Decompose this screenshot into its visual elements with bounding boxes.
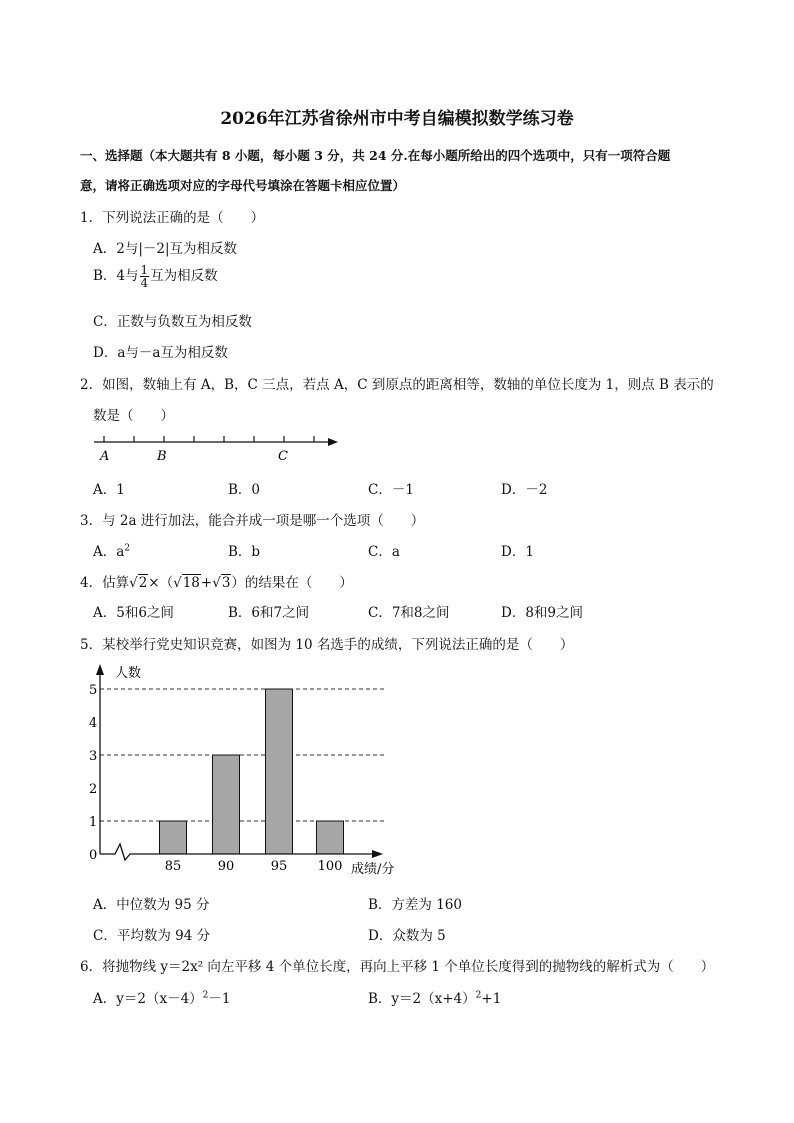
chart-bar bbox=[160, 821, 187, 854]
q5-option-b: B．方差为 160 bbox=[368, 897, 462, 913]
chart-x-tick-label: 85 bbox=[164, 859, 182, 874]
chart-bar bbox=[317, 821, 344, 854]
chart-y-tick-label: 1 bbox=[89, 815, 98, 830]
q4-option-d: D．8和9之间 bbox=[501, 605, 584, 621]
q1-option-b: B．4与 $\frac{1}{4}$ 互为相反数 bbox=[93, 263, 218, 290]
chart-x-tick-label: 95 bbox=[270, 859, 288, 874]
q6-option-a: A．$y=2(x-4)^2-1$ bbox=[93, 990, 231, 1007]
chart-reference-lines bbox=[100, 689, 385, 821]
chart-bars bbox=[160, 689, 344, 854]
q2-option-c: C．－1 bbox=[368, 482, 414, 498]
q3-option-c: C．a bbox=[368, 544, 400, 560]
q4-option-b: B．6和7之间 bbox=[228, 605, 310, 621]
section-header-line2: 意，请将正确选项对应的字母代号填涂在答题卡相应位置） bbox=[80, 178, 406, 193]
q3-option-d: D．1 bbox=[501, 544, 534, 560]
q4-option-a: A．5和6之间 bbox=[93, 605, 174, 621]
q1-option-a: A．2与|－2|互为相反数 bbox=[93, 241, 238, 257]
chart-y-tick-label: 4 bbox=[89, 716, 98, 731]
q5-option-a: A．中位数为 95 分 bbox=[93, 897, 210, 913]
chart-y-tick-label: 3 bbox=[89, 749, 98, 764]
point-b-label: B bbox=[157, 449, 167, 464]
q6-stem: 6．将抛物线 y＝2x² 向左平移 4 个单位长度，再向上平移 1 个单位长度得到的抛物线的解析式为（ ） bbox=[80, 959, 715, 975]
number-line-figure bbox=[90, 430, 350, 466]
section-header-line1: 一、选择题（本大题共有 8 小题，每小题 3 分，共 24 分.在每小题所给出的四个选项中，只有一项符合题 bbox=[80, 148, 671, 163]
chart-x-tick-label: 100 bbox=[317, 859, 343, 874]
q2-option-b: B．0 bbox=[228, 482, 261, 498]
q1-option-c: C．正数与负数互为相反数 bbox=[93, 314, 252, 330]
fraction: $\frac{1}{4}$ bbox=[140, 263, 149, 290]
q1-stem: 1．下列说法正确的是（ ） bbox=[80, 210, 265, 226]
q5-stem: 5．某校举行党史知识竞赛，如图为 10 名选手的成绩，下列说法正确的是（ ） bbox=[80, 637, 574, 653]
q3-option-a: A．$a^2$ bbox=[93, 543, 131, 560]
chart-x-tick-label: 90 bbox=[217, 859, 235, 874]
number-line-arrow bbox=[328, 438, 338, 446]
chart-y-tick-label: 5 bbox=[89, 683, 98, 698]
point-c-label: C bbox=[278, 449, 288, 464]
q6-option-b: B．$y=2(x+4)^2+1$ bbox=[368, 990, 502, 1007]
q5-option-d: D．众数为 5 bbox=[368, 928, 446, 944]
q2-stem-line1: 2．如图，数轴上有 A，B，C 三点，若点 A，C 到原点的距离相等，数轴的单位长度为 1，则点 B 表示的 bbox=[80, 377, 714, 393]
chart-y-arrow bbox=[96, 664, 104, 675]
q2-option-a: A．1 bbox=[93, 482, 125, 498]
q5-option-c: C．平均数为 94 分 bbox=[93, 928, 211, 944]
chart-y-ticks bbox=[89, 683, 97, 863]
number-line-ticks bbox=[104, 436, 314, 442]
q4-stem: 4．估算√2×（√18+√3）的结果在（ ） bbox=[80, 575, 353, 591]
chart-bar bbox=[266, 689, 293, 854]
chart-y-label: 人数 bbox=[115, 666, 142, 681]
chart-bar bbox=[213, 755, 240, 854]
q3-stem: 3．与 2a 进行加法，能合并成一项是哪一个选项（ ） bbox=[80, 513, 425, 529]
chart-x-ticks bbox=[165, 859, 343, 874]
q3-option-b: B．b bbox=[228, 544, 261, 560]
chart-y-tick-label: 0 bbox=[89, 848, 98, 863]
q4-option-c: C．7和8之间 bbox=[368, 605, 450, 621]
page-title: 2026年江苏省徐州市中考自编模拟数学练习卷 bbox=[220, 109, 574, 129]
q1-option-d: D．a与－a互为相反数 bbox=[93, 345, 228, 361]
chart-y-tick-label: 2 bbox=[89, 782, 98, 797]
chart-x-arrow bbox=[372, 850, 383, 858]
chart-x-label: 成绩/分 bbox=[351, 862, 395, 877]
q2-stem-line2: 数是（ ） bbox=[93, 408, 174, 424]
point-a-label: A bbox=[100, 449, 110, 464]
q2-option-d: D．－2 bbox=[501, 482, 548, 498]
score-bar-chart bbox=[85, 660, 415, 882]
